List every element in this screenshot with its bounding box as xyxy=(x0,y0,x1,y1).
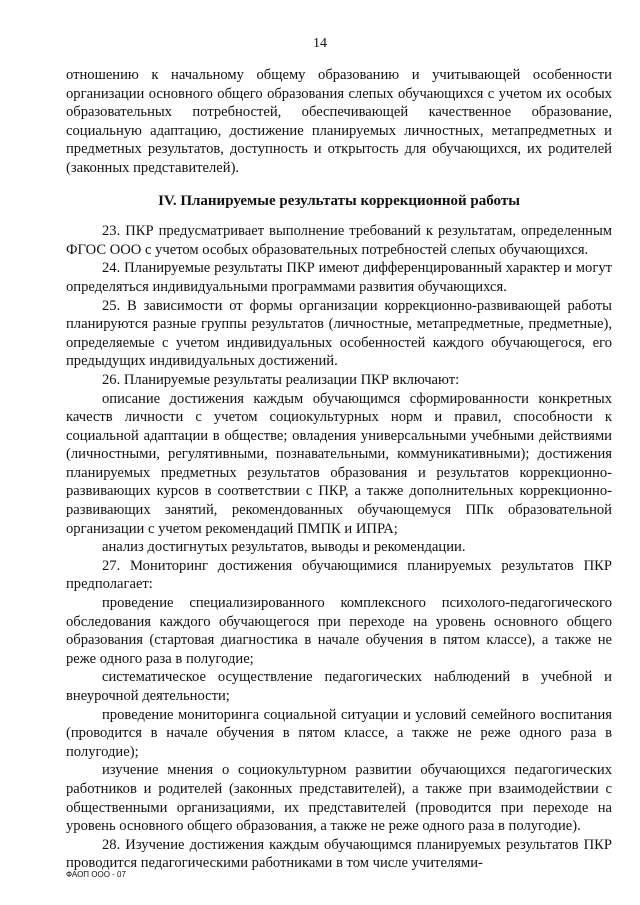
paragraph-23: 23. ПКР предусматривает выполнение требований к результатам, определенным ФГОС ООО с учетом особых образовательных потребностей слепых обучающихся. xyxy=(66,223,612,258)
paragraph-28: 28. Изучение достижения каждым обучающимся планируемых результатов ПКР проводится педагогическими работниками в том числе учителями- xyxy=(66,836,612,872)
page-number: 14 xyxy=(313,36,327,51)
intro-paragraph: отношению к начальному общему образованию и учитывающей особенности организации основного общего образования слепых обучающихся с учетом их особых образовательных потребностей, обеспечивающей качественное образование, социальную адаптацию, достижение планируемых личностных, метапредметных и предметных результатов, доступность и открытость для обучающихся, их родителей (законных представителей). xyxy=(66,67,612,176)
list-item-analysis: анализ достигнутых результатов, выводы и рекомендации. xyxy=(102,539,466,556)
paragraph-24: 24. Планируемые результаты ПКР имеют дифференцированный характер и могут определяться индивидуальными программами развития обучающихся. xyxy=(66,260,612,295)
list-item-examination: проведение специализированного комплексного психолого-педагогического обследования каждого обучающегося при переходе на уровень основного общего образования (стартовая диагностика в начале обучения в пятом классе), а также не реже одного раза в полугодие; xyxy=(66,595,612,667)
list-item-observation: систематическое осуществление педагогических наблюдений в учебной и внеурочной деятельности; xyxy=(66,669,612,704)
paragraph-27: 27. Мониторинг достижения обучающимися планируемых результатов ПКР предполагает: xyxy=(66,557,612,593)
paragraph-26: 26. Планируемые результаты реализации ПКР включают: xyxy=(102,371,460,388)
list-item-opinion-study: изучение мнения о социокультурном развитии обучающихся педагогических работников и родителей (законных представителей), а также при взаимодействии с общественными организациями, их представителей (проводится при переходе на уровень основного общего образования, а также не реже одного раза в полугодие). xyxy=(66,762,612,835)
list-item-description: описание достижения каждым обучающимся сформированности конкретных качеств личности с учетом социокультурных норм и правил, способности к социальной адаптации в обществе; овладения универсальными учебными действиями (личностными, регулятивными, познавательными, коммуникативными); достижения планируемых предметных результатов образования и результатов коррекционно-развивающих курсов в соответствии с ПКР, а также дополнительных коррекционно-развивающих занятий, рекомендованных обучающемуся ППк образовательной организации с учетом рекомендаций ПМПК и ИПРА; xyxy=(66,390,612,537)
section-heading: IV. Планируемые результаты коррекционной работы xyxy=(158,192,520,209)
list-item-monitoring: проведение мониторинга социальной ситуации и условий семейного воспитания (проводится в начале обучения в пятом классе, а также не реже одного раза в полугодие); xyxy=(66,706,612,760)
paragraph-25: 25. В зависимости от формы организации коррекционно-развивающей работы планируются разные группы результатов (личностные, метапредметные, предметные), определяемые с учетом индивидуальных особенностей каждого обучающегося, его предыдущих индивидуальных достижений. xyxy=(66,297,612,370)
footer-document-code: ФАОП ООО - 07 xyxy=(66,870,126,879)
document-body xyxy=(66,66,612,873)
